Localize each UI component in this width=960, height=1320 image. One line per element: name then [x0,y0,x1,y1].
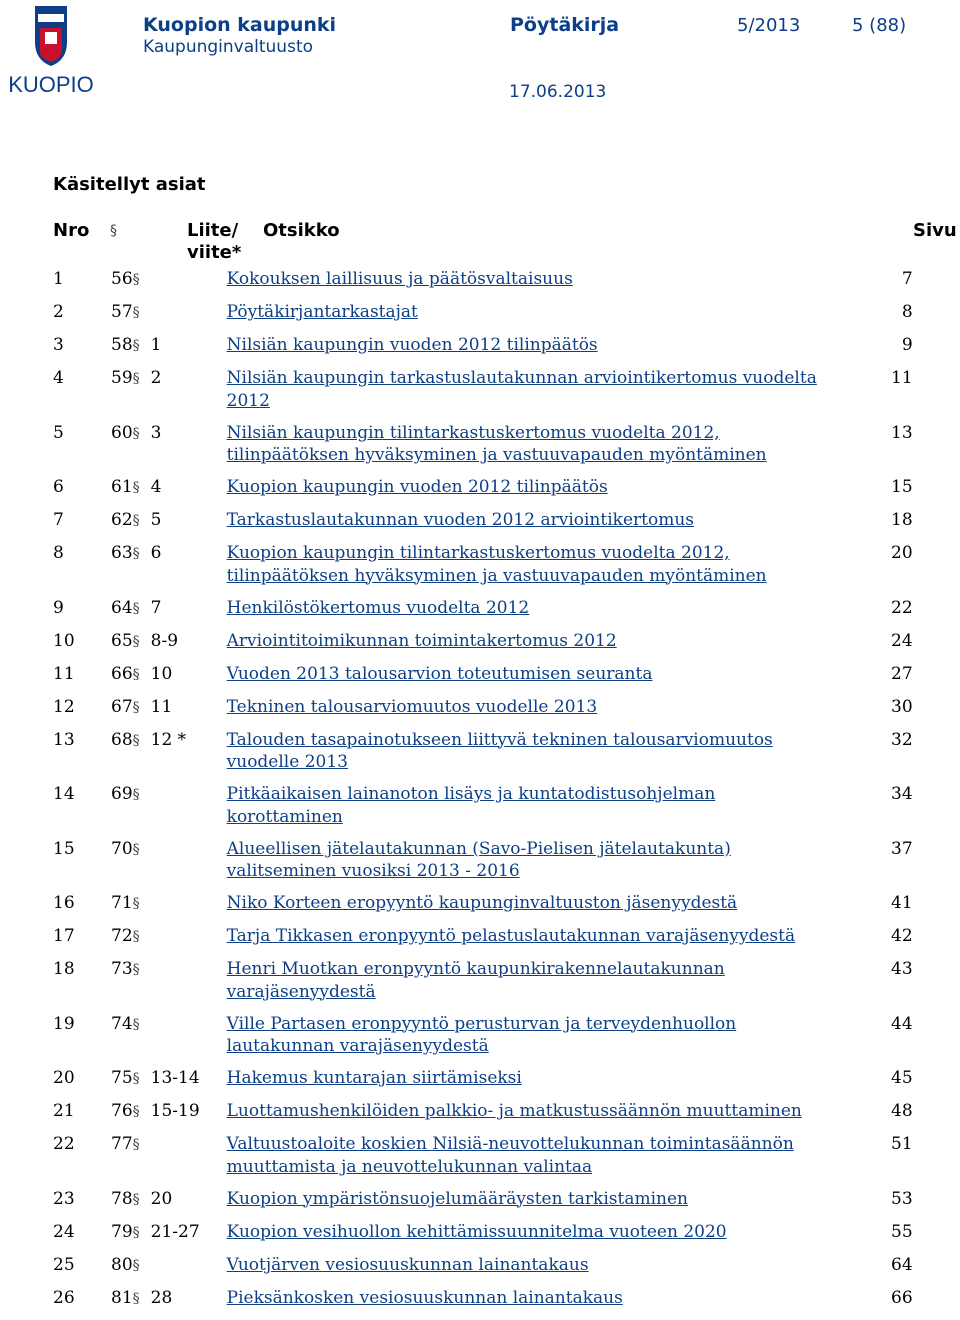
item-page: 32 [891,729,913,750]
item-title-link[interactable]: Tarkastuslautakunnan vuoden 2012 arviointikertomus [226,510,694,530]
item-title-cell [227,925,832,958]
item-title-cell [227,1013,832,1068]
item-number: 5 [53,422,64,443]
section-mark-icon: § [132,600,140,617]
item-page: 15 [891,477,913,497]
attachment-ref: 15-19 [150,1101,200,1121]
item-title-link[interactable]: Kuopion vesihuollon kehittämissuunnitelma vuoteen 2020 [226,1221,727,1242]
col-header-mark: § [110,223,117,239]
section-number: 81 [111,1287,133,1308]
section-number: 78 [111,1188,133,1209]
agenda-row [48,958,913,1013]
item-page: 18 [891,510,913,530]
item-number: 22 [53,1134,75,1154]
item-title-link[interactable]: Valtuustoaloite koskien Nilsiä-neuvottelukunnan toimintasäännön muuttamista ja neuvottelukunnan valintaa [226,1134,794,1177]
attachment-ref: 13-14 [150,1068,200,1088]
section-number: 74 [111,1013,133,1034]
item-page: 37 [891,838,913,859]
agenda-row [48,367,913,422]
col-header-liite-line2: viite* [187,242,242,263]
col-header-otsikko: Otsikko [263,220,340,241]
section-mark-icon: § [132,272,140,288]
item-page: 8 [901,302,913,322]
section-mark-icon: § [132,425,140,442]
section-mark-icon: § [132,338,140,354]
item-number: 2 [53,302,64,322]
col-header-liite [187,220,241,264]
agenda-row [48,925,913,958]
item-page: 45 [891,1068,913,1088]
attachment-ref [151,1133,227,1188]
agenda-row [48,1067,913,1100]
section-mark-icon: § [132,546,140,562]
item-page: 9 [901,335,913,355]
logo-wordmark: KUOPIO [8,72,94,96]
attachment-ref: 1 [150,335,162,355]
item-page: 51 [891,1134,913,1154]
section-mark-icon: § [132,962,140,978]
attachment-ref [151,1013,227,1068]
item-title-link[interactable]: Nilsiän kaupungin tarkastuslautakunnan arviointikertomus vuodelta 2012 [226,368,817,411]
item-title-cell [227,1067,832,1100]
item-title-cell [227,1221,832,1254]
section-mark-icon: § [132,513,140,529]
item-page: 30 [891,696,913,717]
attachment-ref [151,1254,227,1287]
section-number: 80 [111,1254,133,1275]
item-page: 41 [891,893,913,913]
item-title-link[interactable]: Kuopion kaupungin vuoden 2012 tilinpäätös [226,477,608,497]
item-page: 22 [891,597,913,618]
item-number: 19 [53,1013,75,1034]
item-page: 53 [891,1188,913,1209]
section-number: 64 [111,597,133,618]
col-header-nro: Nro [53,220,90,241]
section-mark-icon: § [132,633,140,650]
item-page: 11 [891,368,913,388]
item-page: 43 [891,959,913,979]
header-date: 17.06.2013 [509,82,607,102]
section-title: Käsitellyt asiat [53,174,206,195]
section-number: 56 [111,269,133,289]
item-title-link[interactable]: Niko Korteen eropyyntö kaupunginvaltuuston jäsenyydestä [226,893,738,913]
section-number: 66 [111,663,133,684]
item-page: 34 [891,784,913,804]
item-title-cell [227,630,832,663]
item-title-cell [227,334,832,367]
item-title-link[interactable]: Vuoden 2013 talousarvion toteutumisen seuranta [226,663,653,684]
section-number: 65 [111,630,133,651]
attachment-ref: 8-9 [150,630,179,651]
item-title-link[interactable]: Henri Muotkan eronpyyntö kaupunkirakennelautakunnan varajäsenyydestä [226,959,725,1002]
section-number: 62 [111,510,133,530]
item-title-link[interactable]: Pöytäkirjantarkastajat [226,302,418,322]
section-mark-icon: § [132,841,140,858]
attachment-ref: 5 [150,510,162,530]
item-title-link[interactable]: Henkilöstökertomus vuodelta 2012 [226,597,530,618]
item-title-cell [227,1100,832,1133]
attachment-ref: 2 [150,368,162,388]
item-title-cell [227,476,832,509]
col-header-liite-line1: Liite/ [187,220,239,241]
item-number: 18 [53,959,75,979]
section-number: 71 [111,893,133,913]
agenda-row [48,838,913,893]
attachment-ref [151,838,227,893]
item-page: 7 [901,269,913,289]
section-number: 77 [111,1134,133,1154]
section-mark-icon: § [132,1290,140,1307]
header-page: 5 (88) [852,15,907,36]
header-doc-type: Pöytäkirja [510,14,620,36]
item-title-cell [227,838,832,893]
item-title-link[interactable]: Tarja Tikkasen eronpyyntö pelastuslautakunnan varajäsenyydestä [226,926,796,946]
attachment-ref [151,892,227,925]
item-title-cell [227,958,832,1013]
section-mark-icon: § [132,732,140,749]
item-title-link[interactable]: Hakemus kuntarajan siirtämiseksi [226,1068,522,1088]
item-title-cell [227,729,832,784]
attachment-ref: 7 [150,597,162,618]
item-title-cell [227,542,832,597]
item-page: 27 [891,663,913,684]
item-page: 13 [891,422,913,443]
section-mark-icon: § [132,699,140,716]
agenda-row [48,783,913,838]
section-mark-icon: § [132,1224,140,1241]
item-title-link[interactable]: Vuotjärven vesiosuuskunnan lainantakaus [226,1254,589,1275]
section-number: 63 [111,543,133,563]
item-page: 44 [891,1013,913,1034]
item-title-cell [227,422,832,477]
item-title-cell [227,663,832,696]
item-number: 20 [53,1068,75,1088]
item-page: 55 [891,1221,913,1242]
col-header-sivu: Sivu [913,220,957,241]
coat-of-arms-icon [35,6,67,66]
item-title-link[interactable]: Kuopion ympäristönsuojelumääräysten tarkistaminen [226,1188,688,1209]
agenda-row [48,301,913,334]
header-organization: Kuopion kaupunki [143,14,337,36]
attachment-ref: 6 [150,543,162,563]
item-title-cell [227,1188,832,1221]
agenda-row [48,1100,913,1133]
agenda-row [48,1188,913,1221]
section-mark-icon: § [132,1137,140,1153]
attachment-ref: 12 * [150,729,187,750]
section-number: 67 [111,696,133,717]
item-title-link[interactable]: Arviointitoimikunnan toimintakertomus 2012 [226,630,617,651]
item-number: 21 [53,1101,75,1121]
agenda-row [48,542,913,597]
agenda-table [48,268,913,1320]
item-number: 1 [53,269,64,289]
item-page: 48 [891,1101,913,1121]
agenda-row [48,892,913,925]
section-number: 73 [111,959,133,979]
header-body: Kaupunginvaltuusto [143,37,314,57]
item-number: 3 [53,335,64,355]
item-title-link[interactable]: Talouden tasapainotukseen liittyvä tekninen talousarviomuutos vuodelle 2013 [226,729,773,772]
attachment-ref [151,783,227,838]
agenda-row [48,1254,913,1287]
item-number: 25 [53,1254,75,1275]
item-title-cell [227,268,832,301]
item-title-link[interactable]: Luottamushenkilöiden palkkio- ja matkustussäännön muuttaminen [226,1101,802,1121]
section-mark-icon: § [132,1104,140,1120]
agenda-row [48,1013,913,1068]
item-title-link[interactable]: Pitkäaikaisen lainanoton lisäys ja kuntatodistusohjelman korottaminen [226,784,716,827]
item-title-cell [227,301,832,334]
agenda-row [48,729,913,784]
item-number: 16 [53,893,75,913]
agenda-row [48,597,913,630]
agenda-row [48,630,913,663]
item-number: 12 [53,696,75,717]
item-title-link[interactable]: Tekninen talousarviomuutos vuodelle 2013 [226,696,598,717]
section-number: 72 [111,926,133,946]
item-title-link[interactable]: Kuopion kaupungin tilintarkastuskertomus vuodelta 2012, tilinpäätöksen hyväksyminen ja vastuuvapauden myöntäminen [226,543,767,586]
section-number: 69 [111,784,133,804]
section-number: 58 [111,335,133,355]
agenda-row [48,334,913,367]
item-title-cell [227,1287,832,1320]
section-number: 57 [111,302,133,322]
item-page: 20 [891,543,913,563]
section-number: 60 [111,422,133,443]
item-title-link[interactable]: Nilsiän kaupungin vuoden 2012 tilinpäätös [226,335,598,355]
item-title-cell [227,783,832,838]
attachment-ref: 11 [150,696,173,717]
item-number: 10 [53,630,75,651]
section-number: 70 [111,838,133,859]
agenda-row [48,1221,913,1254]
item-title-cell [227,1254,832,1287]
item-number: 24 [53,1221,75,1242]
item-title-cell [227,892,832,925]
item-number: 17 [53,926,75,946]
section-mark-icon: § [132,305,140,321]
kuopio-logo [4,4,98,96]
section-number: 79 [111,1221,133,1242]
section-mark-icon: § [132,896,140,912]
item-number: 14 [53,784,75,804]
section-number: 59 [111,368,133,388]
item-number: 6 [53,477,64,497]
item-number: 26 [53,1287,75,1308]
item-title-cell [227,1133,832,1188]
attachment-ref [151,925,227,958]
item-title-link[interactable]: Kokouksen laillisuus ja päätösvaltaisuus [226,269,573,289]
item-page: 64 [891,1254,913,1275]
item-number: 11 [53,663,75,684]
agenda-row [48,1133,913,1188]
item-page: 66 [891,1287,913,1308]
item-title-cell [227,509,832,542]
attachment-ref [151,268,227,301]
item-title-cell [227,597,832,630]
agenda-row [48,696,913,729]
section-mark-icon: § [132,371,140,387]
section-mark-icon: § [132,480,140,496]
section-mark-icon: § [132,1016,140,1033]
attachment-ref [151,301,227,334]
section-number: 68 [111,729,133,750]
attachment-ref [151,958,227,1013]
section-number: 75 [111,1068,133,1088]
item-number: 23 [53,1188,75,1209]
item-title-cell [227,367,832,422]
agenda-row [48,663,913,696]
item-title-link[interactable]: Alueellisen jätelautakunnan (Savo-Pielisen jätelautakunta) valitseminen vuosiksi 2013 - 2016 [226,838,731,881]
item-number: 7 [53,510,64,530]
attachment-ref: 21-27 [150,1221,200,1242]
agenda-row [48,476,913,509]
section-number: 61 [111,477,133,497]
item-page: 24 [891,630,913,651]
item-number: 9 [53,597,64,618]
item-number: 13 [53,729,75,750]
section-mark-icon: § [132,1071,140,1087]
agenda-row [48,1287,913,1320]
agenda-row [48,509,913,542]
attachment-ref: 4 [150,477,162,497]
section-mark-icon: § [132,1191,140,1208]
item-page: 42 [891,926,913,946]
agenda-row [48,268,913,301]
item-number: 8 [53,543,64,563]
item-number: 4 [53,368,64,388]
section-mark-icon: § [132,666,140,683]
section-number: 76 [111,1101,133,1121]
attachment-ref: 10 [150,663,173,684]
section-mark-icon: § [132,787,140,803]
item-title-link[interactable]: Nilsiän kaupungin tilintarkastuskertomus vuodelta 2012, tilinpäätöksen hyväksyminen ja vastuuvapauden myöntäminen [226,422,767,465]
item-title-cell [227,696,832,729]
attachment-ref: 3 [150,422,162,443]
attachment-ref: 28 [150,1287,173,1308]
agenda-row [48,422,913,477]
section-mark-icon: § [132,1257,140,1274]
section-mark-icon: § [132,929,140,945]
item-number: 15 [53,838,75,859]
item-title-link[interactable]: Ville Partasen eronpyyntö perusturvan ja terveydenhuollon lautakunnan varajäsenyydestä [226,1013,737,1056]
header-doc-number: 5/2013 [737,15,801,36]
item-title-link[interactable]: Pieksänkosken vesiosuuskunnan lainantakaus [226,1287,623,1308]
attachment-ref: 20 [150,1188,173,1209]
